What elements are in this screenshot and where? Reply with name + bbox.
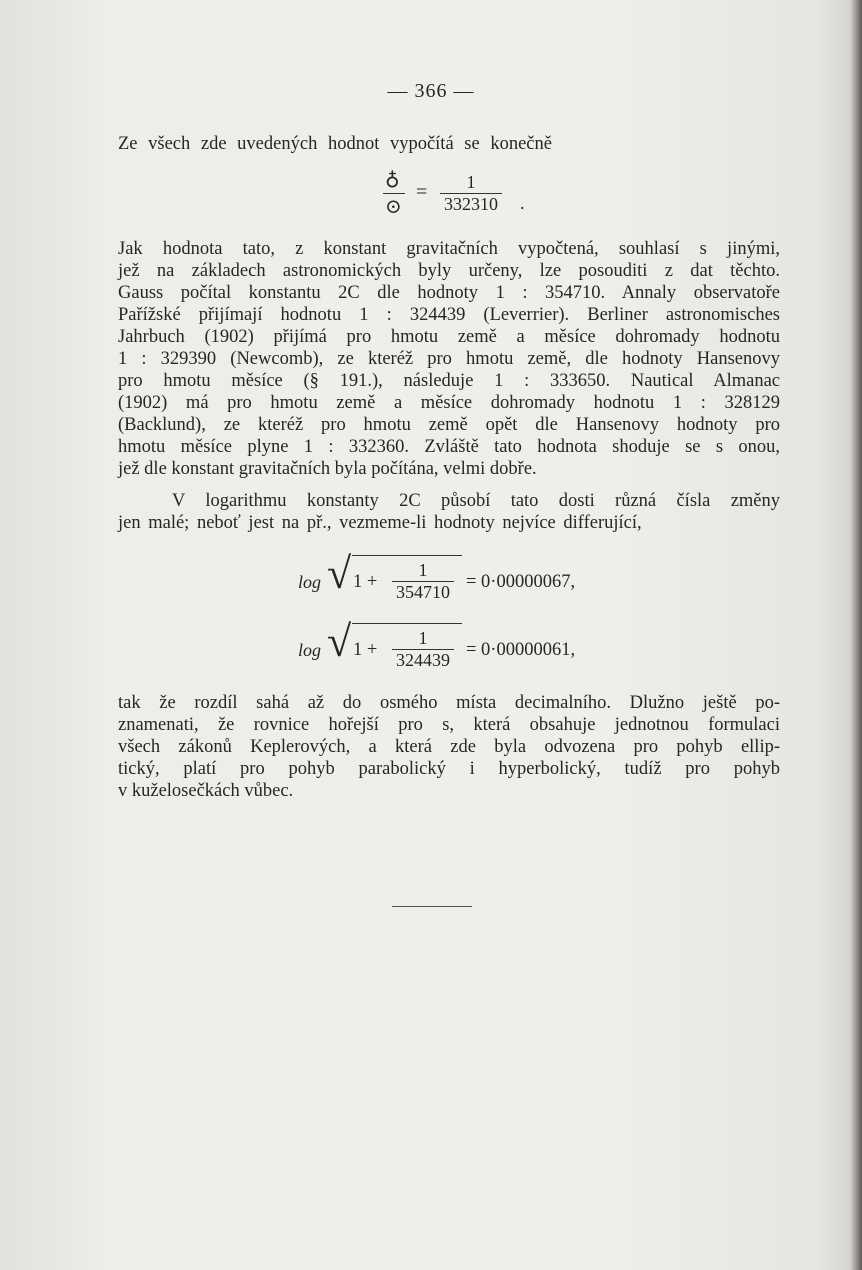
equation2-log: log xyxy=(298,640,322,660)
equation2-one-plus: 1 + xyxy=(353,640,378,660)
paragraph1-line: 1 : 329390 (Newcomb), ze kteréž pro hmotu země, dle hodnoty Hansenovy xyxy=(118,349,780,369)
paragraph3-line: znamenati, že rovnice hořejší pro s, která obsahuje jednotnou formulaci xyxy=(118,715,780,735)
page-edge-shadow xyxy=(850,0,862,1270)
intro-line: Ze všech zde uvedených hodnot vypočítá se konečně xyxy=(118,134,552,154)
equation2-numerator: 1 xyxy=(418,628,428,648)
equation1-radical-bar xyxy=(352,555,462,556)
paragraph1-line: jež dle konstant gravitačních byla počítána, velmi dobře. xyxy=(118,459,537,479)
page-number: — 366 — xyxy=(387,80,475,102)
equation1-radical-icon: √ xyxy=(327,549,352,598)
paragraph1-line: Jak hodnota tato, z konstant gravitačních vypočtená, souhlasí s jinými, xyxy=(118,239,780,259)
equation2-fraction xyxy=(392,628,454,671)
paragraph2-line: V logarithmu konstanty 2C působí tato dosti různá čísla změny xyxy=(172,491,780,511)
mass-ratio-period: . xyxy=(520,193,525,213)
sun-symbol: ⊙ xyxy=(385,196,402,218)
paragraph1-line: hmotu měsíce plyne 1 : 332360. Zvláště tato hodnota shoduje se s onou, xyxy=(118,437,780,457)
equation2-denominator: 324439 xyxy=(392,649,454,671)
equation1-log: log xyxy=(298,572,322,592)
paragraph1-line: pro hmotu měsíce (§ 191.), následuje 1 : 333650. Nautical Almanac xyxy=(118,371,780,391)
mass-ratio-numerator: 1 xyxy=(466,172,476,192)
paragraph3-line: tak že rozdíl sahá až do osmého místa decimalního. Dlužno ještě po- xyxy=(118,693,780,713)
equation1-denominator: 354710 xyxy=(392,581,454,603)
symbol-fraction-bar xyxy=(383,193,405,194)
paragraph1-line: Jahrbuch (1902) přijímá pro hmotu země a měsíce dohromady hodnotu xyxy=(118,327,780,347)
equation1-result: = 0·00000067, xyxy=(466,572,576,592)
earth-symbol: ♁ xyxy=(385,168,400,190)
equation1-one-plus: 1 + xyxy=(353,572,378,592)
equation1-numerator: 1 xyxy=(418,560,428,580)
section-divider xyxy=(392,906,472,907)
paragraph1-line: (1902) má pro hmotu země a měsíce dohromady hodnotu 1 : 328129 xyxy=(118,393,780,413)
paragraph3-line: v kuželosečkách vůbec. xyxy=(118,781,294,801)
paragraph1-line: Gauss počítal konstantu 2C dle hodnoty 1 : 354710. Annaly observatoře xyxy=(118,283,780,303)
equation2-result: = 0·00000061, xyxy=(466,640,576,660)
paragraph1-line: (Backlund), ze kteréž pro hmotu země opět dle Hansenovy hodnoty pro xyxy=(118,415,780,435)
paragraph1-line: Pařížské přijímají hodnotu 1 : 324439 (Leverrier). Berliner astronomisches xyxy=(118,305,780,325)
equation1-fraction xyxy=(392,560,454,603)
equation2-radical-bar xyxy=(352,623,462,624)
equation2-radical-icon: √ xyxy=(327,617,352,666)
mass-ratio-denominator: 332310 xyxy=(440,193,502,215)
mass-ratio-fraction xyxy=(440,172,502,215)
paragraph2-line: jen malé; neboť jest na př., vezmeme-li hodnoty nejvíce differující, xyxy=(118,513,642,533)
equals-sign: = xyxy=(416,181,428,203)
paragraph1-line: jež na základech astronomických byly určeny, lze posouditi z dat těchto. xyxy=(118,261,780,281)
paragraph3-line: tický, platí pro pohyb parabolický i hyperbolický, tudíž pro pohyb xyxy=(118,759,780,779)
paragraph3-line: všech zákonů Keplerových, a která zde byla odvozena pro pohyb ellip- xyxy=(118,737,780,757)
